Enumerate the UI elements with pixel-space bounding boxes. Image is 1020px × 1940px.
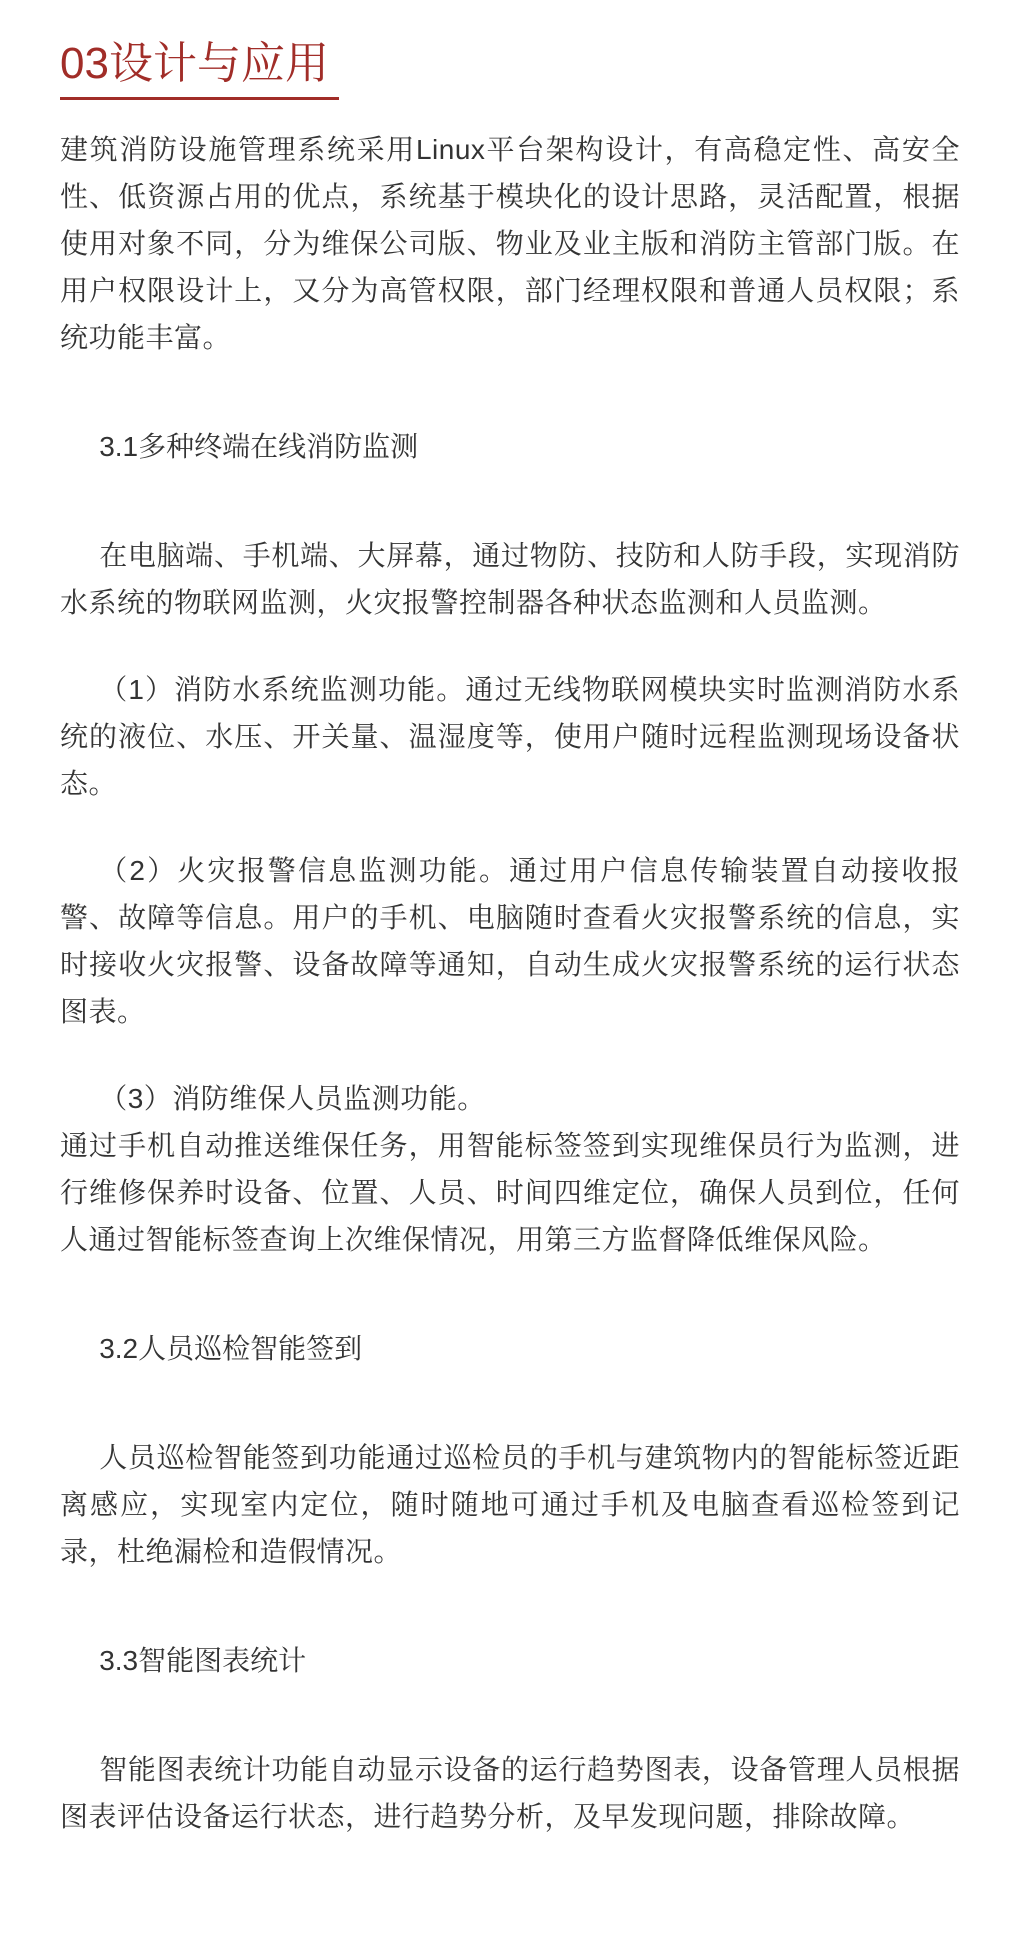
paragraph-smart-chart-statistics: 智能图表统计功能自动显示设备的运行趋势图表，设备管理人员根据图表评估设备运行状态，进行趋势分析，及早发现问题，排除故障。 [60, 1754, 960, 1832]
paragraph-patrol-sign-in: 人员巡检智能签到功能通过巡检员的手机与建筑物内的智能标签近距离感应，实现室内定位，随时随地可通过手机及电脑查看巡检签到记录，杜绝漏检和造假情况。 [60, 1442, 960, 1567]
page-title [60, 36, 960, 100]
paragraph-maintenance-personnel-monitoring-title: （3）消防维保人员监测功能。 [99, 1083, 486, 1114]
paragraph-fire-alarm-monitoring: （2）火灾报警信息监测功能。通过用户信息传输装置自动接收报警、故障等信息。用户的手机、电脑随时查看火灾报警系统的信息，实时接收火灾报警、设备故障等通知，自动生成火灾报警系统的运行状态图表。 [60, 855, 960, 1027]
paragraph-maintenance-personnel-monitoring-body: 通过手机自动推送维保任务，用智能标签签到实现维保员行为监测，进行维修保养时设备、位置、人员、时间四维定位，确保人员到位，任何人通过智能标签查询上次维保情况，用第三方监督降低维保风险。 [60, 1130, 960, 1255]
section-heading-3-3: 3.3智能图表统计 [99, 1645, 307, 1676]
section-heading-3-2: 3.2人员巡检智能签到 [99, 1333, 363, 1364]
paragraph-terminal-monitoring: 在电脑端、手机端、大屏幕，通过物防、技防和人防手段，实现消防水系统的物联网监测，火灾报警控制器各种状态监测和人员监测。 [60, 540, 960, 618]
page-title-text: 03设计与应用 [60, 36, 339, 100]
paragraph-water-system-monitoring: （1）消防水系统监测功能。通过无线物联网模块实时监测消防水系统的液位、水压、开关量、温湿度等，使用户随时远程监测现场设备状态。 [60, 674, 960, 799]
intro-paragraph: 建筑消防设施管理系统采用Linux平台架构设计，有高稳定性、高安全性、低资源占用的优点，系统基于模块化的设计思路，灵活配置，根据使用对象不同，分为维保公司版、物业及业主版和消防主管部门版。在用户权限设计上，又分为高管权限，部门经理权限和普通人员权限；系统功能丰富。 [60, 134, 960, 353]
section-heading-3-1: 3.1多种终端在线消防监测 [99, 431, 419, 462]
